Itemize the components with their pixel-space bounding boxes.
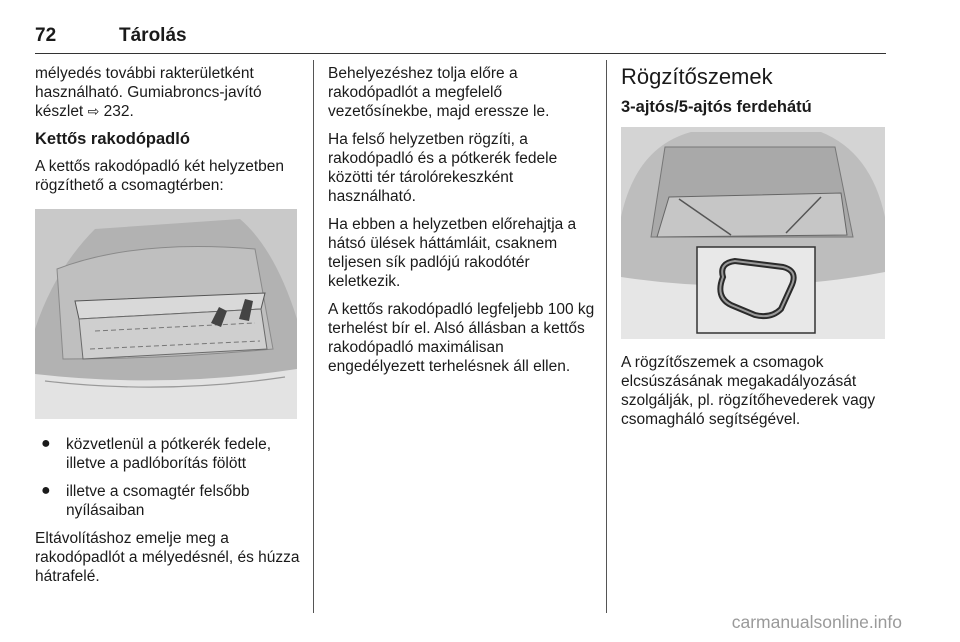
column-2 [328, 64, 598, 385]
page-number: 72 [35, 25, 57, 46]
list-item: ● közvetlenül a pótkerék fedele, illetve a padlóborítás fölött [41, 435, 272, 472]
paragraph: A rögzítőszemek a csomagok elcsúszásának megakadályozását szolgálják, pl. rögzítőhevederek vagy csomagháló segítségével. [621, 354, 876, 428]
page-header [35, 25, 886, 54]
page-reference-link[interactable]: 232. [103, 103, 134, 120]
paragraph: Ha felső helyzetben rögzíti, a rakodópadló és a pótkerék fedele közötti tér tárolórekeszként használható. [328, 131, 558, 205]
section-heading: Kettős rakodópadló [35, 130, 190, 148]
watermark: carmanualsonline.info [731, 612, 902, 632]
paragraph: A kettős rakodópadló két helyzetben rögzíthető a csomagtérben: [35, 158, 285, 194]
arrow-right-icon: ⇨ [87, 103, 100, 119]
bullet-icon: ● [41, 482, 51, 499]
column-divider [606, 60, 607, 613]
section-title: Rögzítőszemek [621, 64, 773, 89]
intro-paragraph: mélyedés további rakterületként használható. Gumiabroncs-javító készlet ⇨ 232. [35, 65, 262, 120]
section-subheading: 3-ajtós/5-ajtós ferdehátú [621, 98, 812, 116]
chapter-title: Tárolás [119, 25, 187, 46]
column-divider [313, 60, 314, 613]
bullet-list [35, 435, 303, 520]
column-1 [35, 64, 303, 595]
trunk-double-floor-illustration [35, 209, 303, 419]
paragraph: Ha ebben a helyzetben előrehajtja a hátsó ülések háttámláit, csaknem teljesen sík padlójú rakodótér keletkezik. [328, 216, 577, 290]
paragraph: Eltávolításhoz emelje meg a rakodópadlót a mélyedésnél, és húzza hátrafelé. [35, 530, 300, 585]
bullet-icon: ● [41, 435, 51, 452]
paragraph: Behelyezéshez tolja előre a rakodópadlót a megfelelő vezetősínekbe, majd eressze le. [328, 65, 550, 120]
column-3 [621, 64, 891, 438]
paragraph: A kettős rakodópadló legfeljebb 100 kg terhelést bír el. Alsó állásban a kettős rakodópadló maximálisan engedélyezett terhelésnek áll ellen. [328, 301, 595, 375]
tie-down-eyelet-illustration [621, 127, 891, 339]
list-item: ● illetve a csomagtér felsőbb nyílásaiban [41, 482, 250, 519]
